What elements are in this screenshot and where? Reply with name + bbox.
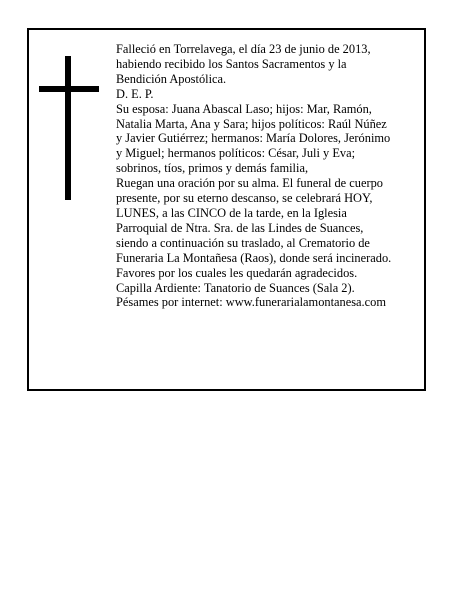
gratitude-paragraph: [116, 266, 422, 281]
text-line: Funeraria La Montañesa (Raos), donde será incinerado.: [116, 250, 392, 265]
text-line: Su esposa: Juana Abascal Laso; hijos: Mar, Ramón,: [116, 101, 372, 116]
condolences-paragraph: [116, 295, 422, 310]
cross-vertical-bar: [65, 56, 71, 200]
text-line: presente, por su eterno descanso, se celebrará HOY,: [116, 191, 373, 206]
text-line: y Javier Gutiérrez; hermanos: María Dolores, Jerónimo: [116, 131, 391, 146]
death-announcement-paragraph: [116, 42, 422, 87]
text-line: habiendo recibido los Santos Sacramentos y la: [116, 56, 347, 71]
chapel-paragraph: [116, 281, 422, 296]
obituary-text: [116, 42, 422, 310]
text-line: Natalia Marta, Ana y Sara; hijos políticos: Raúl Núñez: [116, 116, 387, 131]
funeral-details-paragraph: [116, 176, 422, 265]
text-line: Falleció en Torrelavega, el día 23 de junio de 2013,: [116, 42, 371, 56]
family-paragraph: [116, 102, 422, 177]
text-line: LUNES, a las CINCO de la tarde, en la Iglesia: [116, 205, 347, 220]
rip-paragraph: [116, 87, 422, 102]
cross-horizontal-bar: [39, 86, 99, 92]
obituary-notice-frame: [27, 28, 426, 391]
text-line: sobrinos, tíos, primos y demás familia,: [116, 161, 309, 176]
text-line: Parroquial de Ntra. Sra. de las Lindes de Suances,: [116, 220, 364, 235]
text-line: Favores por los cuales les quedarán agradecidos.: [116, 265, 358, 280]
text-line: Bendición Apostólica.: [116, 71, 227, 86]
text-line: y Miguel; hermanos políticos: César, Juli y Eva;: [116, 146, 356, 161]
text-line: Capilla Ardiente: Tanatorio de Suances (Sala 2).: [116, 280, 355, 295]
text-line: Ruegan una oración por su alma. El funeral de cuerpo: [116, 176, 383, 191]
latin-cross-icon: [39, 56, 99, 200]
text-line: siendo a continuación su traslado, al Crematorio de: [116, 235, 370, 250]
text-line: D. E. P.: [116, 86, 154, 101]
text-line: Pésames por internet: www.funerarialamontanesa.com: [116, 295, 386, 310]
